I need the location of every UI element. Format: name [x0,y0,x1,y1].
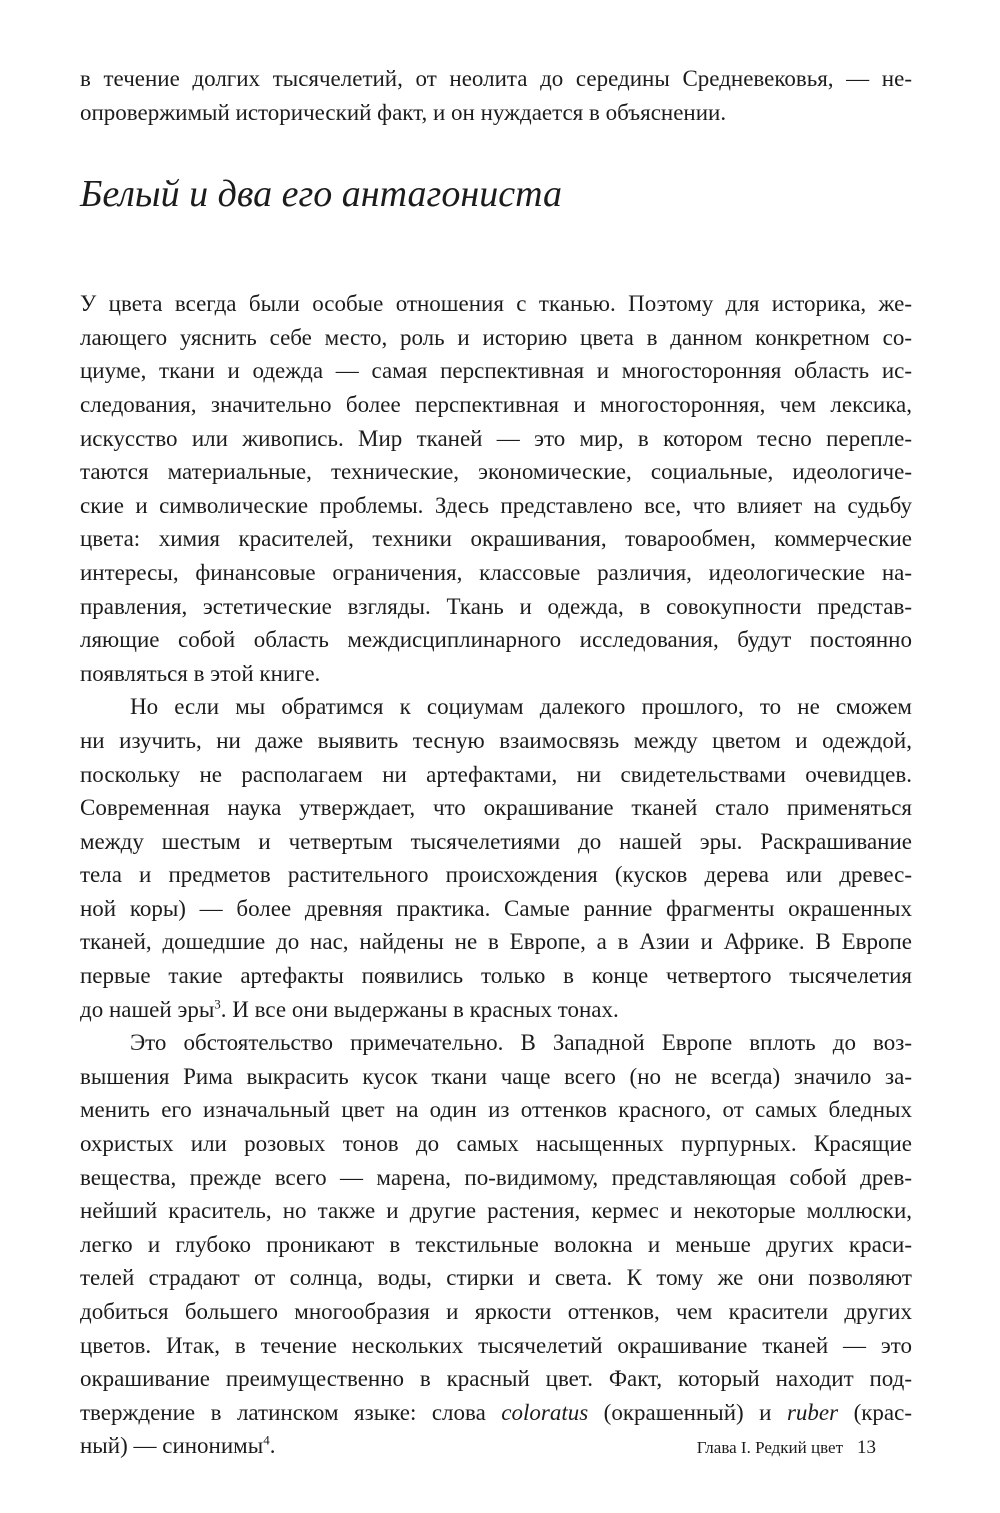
text-line: телей страдают от солнца, воды, стирки и света. К тому же они позволяют [80,1265,912,1291]
text-line: ни изучить, ни даже выявить тесную взаимосвязь между цветом и одеждой, [80,727,912,753]
text-line [80,993,912,1027]
text-line: менить его изначальный цвет на один из оттенков красного, от самых бледных [80,1097,912,1123]
footnote-marker: 4 [263,1432,270,1448]
text-line: ские и символические проблемы. Здесь представлено все, что влияет на судьбу [80,492,912,518]
latin-term: coloratus [501,1399,589,1425]
text-fragment: . И все они выдержаны в красных тонах. [220,996,619,1022]
running-title: Глава I. Редкий цвет [696,1438,843,1457]
text-line: первые такие артефакты появились только в конце четвертого тысячелетия [80,963,912,989]
text-line: Это обстоятельство примечательно. В Западной Европе вплоть до воз- [130,1030,912,1056]
text-line: окрашивание преимущественно в красный цвет. Факт, который находит под- [80,1366,912,1392]
latin-term: ruber [786,1399,839,1425]
text-line: ляющие собой область междисциплинарного исследования, будут постоянно [80,627,912,653]
text-fragment: тверждение в латинском языке: слова [80,1399,502,1425]
text-line: добиться большего многообразия и яркости оттенков, чем красители других [80,1299,912,1324]
text-fragment: ный) — синонимы [80,1433,264,1459]
text-line: интересы, финансовые ограничения, классовые различия, идеологические на- [80,559,912,585]
text-line: тела и предметов растительного происхождения (кусков дерева или древес- [80,862,912,888]
text-line: таются материальные, технические, экономические, социальные, идеологиче- [80,459,912,485]
paragraph-3 [80,1026,912,1463]
text-line: поскольку не располагаем ни артефактами, ни свидетельствами очевидцев. [80,761,912,787]
text-line: охристых или розовых тонов до самых насыщенных пурпурных. Красящие [80,1131,912,1157]
text-line: искусство или живопись. Мир тканей — это мир, в котором тесно перепле- [80,425,912,451]
text-line: вещества, прежде всего — марена, по-видимому, представляющая собой древ- [80,1164,912,1190]
text-line: следования, значительно более перспективная и многосторонняя, чем лексика, [80,391,912,417]
text-line: вышения Рима выкрасить кусок ткани чаще всего (но не всегда) значило за- [80,1063,912,1089]
text-fragment: до нашей эры [80,996,215,1022]
text-line: ной коры) — более древняя практика. Самые ранние фрагменты окрашенных [80,895,912,921]
text-line: в течение долгих тысячелетий, от неолита до середины Средневековья, — не- [80,66,912,91]
text-line: между шестым и четвертым тысячелетиями до нашей эры. Раскрашивание [80,828,912,854]
text-line [80,1396,912,1430]
text-line: правления, эстетические взгляды. Ткань и одежда, в совокупности представ- [80,593,912,619]
text-line: опровержимый исторический факт, и он нуждается в объяснении. [80,99,727,125]
text-line: У цвета всегда были особые отношения с тканью. Поэтому для историка, же- [80,291,912,317]
paragraph-2 [80,690,912,1026]
paragraph-1 [80,287,912,690]
text-line: Современная наука утверждает, что окрашивание тканей стало применяться [80,795,912,821]
text-line: тканей, дошедшие до нас, найдены не в Европе, а в Азии и Африке. В Европе [80,929,912,955]
page-number: 13 [857,1437,876,1458]
footnote-marker: 3 [214,996,221,1011]
text-fragment: (окрашенный) и [588,1399,787,1425]
section-heading: Белый и два его антагониста [80,173,562,216]
text-fragment: . [269,1433,276,1459]
text-fragment: (крас- [838,1399,912,1425]
text-line: Но если мы обратимся к социумам далекого прошлого, то не сможем [130,694,912,720]
text-line: лающего уяснить себе место, роль и историю цвета в данном конкретном со- [80,324,912,350]
text-line: цвета: химия красителей, техники окрашивания, товарообмен, коммерческие [80,526,912,552]
page-footer [697,1437,876,1459]
text-line: появляться в этой книге. [80,660,321,686]
text-line: нейший краситель, но также и другие растения, кермес и некоторые моллюски, [80,1198,912,1224]
page-body [80,62,912,1463]
intro-paragraph [80,62,912,129]
text-line: циуме, ткани и одежда — самая перспективная и многосторонняя область ис- [80,358,912,384]
text-line: легко и глубоко проникают в текстильные волокна и меньше других краси- [80,1231,912,1257]
text-line: цветов. Итак, в течение нескольких тысячелетий окрашивание тканей — это [80,1332,912,1358]
